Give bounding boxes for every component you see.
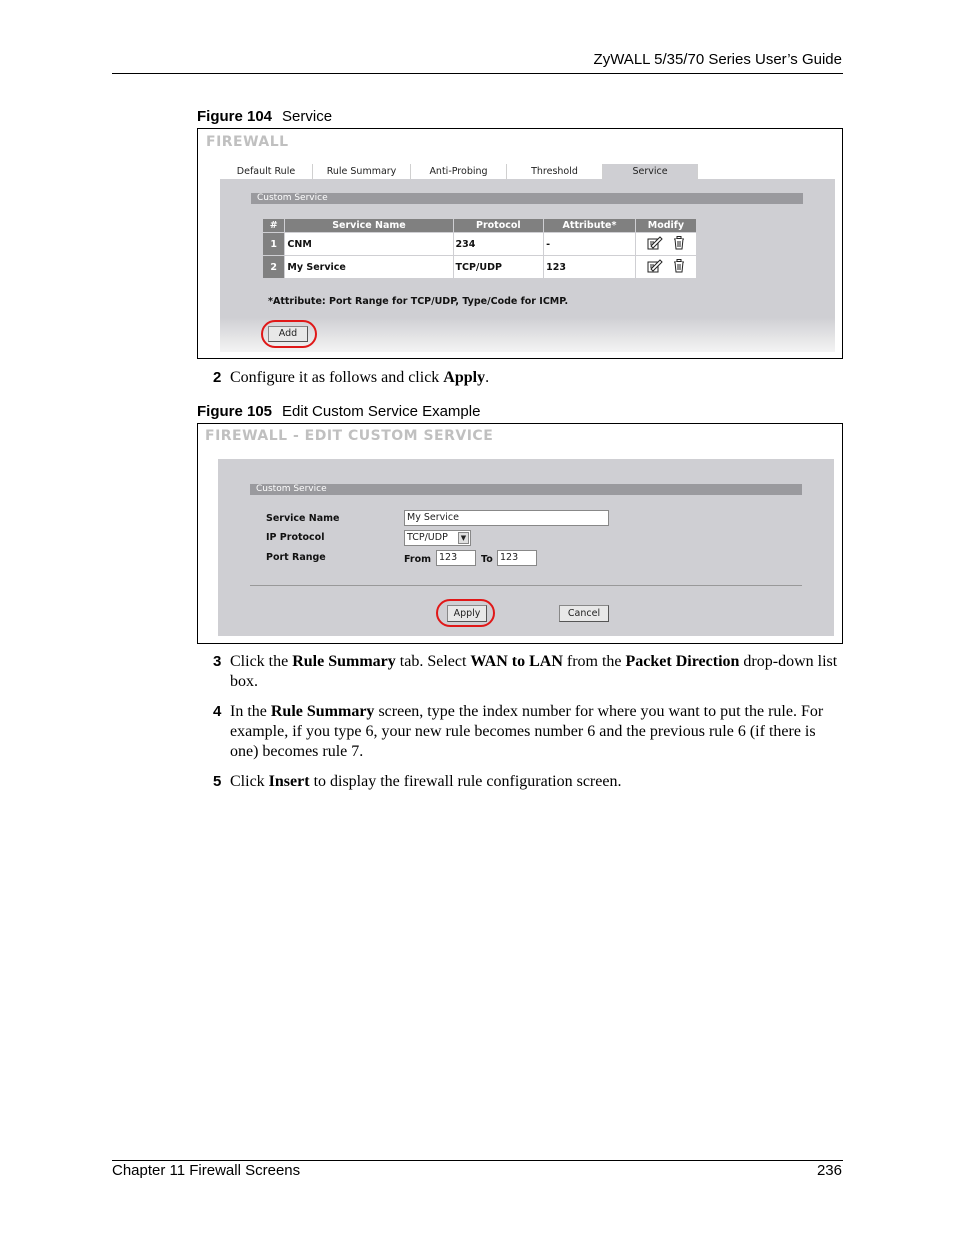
highlight-circle (261, 320, 317, 348)
figure-104-caption (197, 108, 332, 125)
tab-anti-probing[interactable]: Anti-Probing (411, 164, 507, 179)
footer-chapter: Chapter 11 Firewall Screens (112, 1162, 301, 1179)
edit-icon[interactable] (647, 236, 663, 253)
divider (250, 585, 802, 586)
highlight-circle (436, 599, 495, 627)
chevron-down-icon: ▼ (458, 532, 469, 544)
row-service-name: My Service (285, 256, 453, 279)
figure-105-screenshot (197, 423, 843, 644)
row-modify (635, 256, 696, 279)
step-text: In the Rule Summary screen, type the index number for where you want to put the rule. For example, if you type 6, your new rule becomes number 6 and the previous rule 6 (if there is one) becomes rule 7. (230, 703, 824, 760)
tab-default-rule[interactable]: Default Rule (220, 164, 313, 179)
figure-title: Service (282, 108, 333, 125)
apply-button[interactable]: Apply (447, 605, 487, 622)
table-row (263, 233, 697, 256)
ip-protocol-select[interactable]: TCP/UDP ▼ (404, 530, 471, 546)
col-header-num: # (263, 219, 285, 233)
to-label: To (481, 554, 493, 565)
step-number: 3 (213, 653, 222, 670)
add-button[interactable]: Add (268, 326, 308, 342)
figure-104-screenshot (197, 128, 843, 359)
from-label: From (404, 554, 431, 565)
col-header-protocol: Protocol (453, 219, 544, 233)
figure-105-caption (197, 403, 480, 420)
row-attribute: - (544, 233, 636, 256)
row-service-name: CNM (285, 233, 453, 256)
edit-icon[interactable] (647, 259, 663, 276)
section-header: Custom Service (251, 193, 803, 204)
step-number: 4 (213, 703, 222, 720)
row-number: 1 (263, 233, 285, 256)
row-protocol: 234 (453, 233, 544, 256)
table-row (263, 256, 697, 279)
col-header-attribute: Attribute* (544, 219, 636, 233)
port-to-input[interactable]: 123 (497, 550, 537, 566)
footer-rule (112, 1160, 843, 1161)
trash-icon[interactable] (673, 259, 685, 276)
step-3 (213, 652, 843, 692)
step-text: Click the Rule Summary tab. Select WAN to LAN from the Packet Direction drop-down list box. (230, 653, 838, 690)
step-number: 5 (213, 773, 222, 790)
figure-label: Figure 104 (197, 108, 273, 125)
step-5 (213, 772, 843, 792)
tab-service[interactable]: Service (603, 164, 698, 179)
header-rule (112, 73, 843, 74)
tab-threshold[interactable]: Threshold (507, 164, 603, 179)
step-4 (213, 702, 843, 762)
col-header-service-name: Service Name (285, 219, 453, 233)
row-protocol: TCP/UDP (453, 256, 544, 279)
tab-rule-summary[interactable]: Rule Summary (313, 164, 411, 179)
port-range-label: Port Range (266, 552, 326, 563)
trash-icon[interactable] (673, 236, 685, 253)
attribute-note: *Attribute: Port Range for TCP/UDP, Type/Code for ICMP. (268, 296, 569, 307)
col-header-modify: Modify (635, 219, 696, 233)
footer-page-number: 236 (816, 1162, 842, 1179)
table-header-row (263, 219, 697, 233)
step-number: 2 (213, 369, 222, 386)
row-attribute: 123 (544, 256, 636, 279)
service-name-input[interactable]: My Service (404, 510, 609, 526)
port-from-input[interactable]: 123 (436, 550, 476, 566)
row-modify (635, 233, 696, 256)
tab-bar (220, 164, 698, 179)
service-name-label: Service Name (266, 513, 340, 524)
step-2 (213, 368, 843, 388)
figure-title: Edit Custom Service Example (282, 403, 481, 420)
running-header: ZyWALL 5/35/70 Series User’s Guide (593, 51, 842, 68)
row-number: 2 (263, 256, 285, 279)
ip-protocol-label: IP Protocol (266, 532, 325, 543)
figure-label: Figure 105 (197, 403, 273, 420)
step-text: Click Insert to display the firewall rule configuration screen. (230, 773, 622, 790)
service-table (262, 218, 697, 279)
screen-title: FIREWALL - EDIT CUSTOM SERVICE (205, 428, 494, 444)
section-header: Custom Service (250, 484, 802, 495)
step-text: Configure it as follows and click Apply. (230, 369, 490, 386)
screen-title: FIREWALL (206, 134, 289, 150)
cancel-button[interactable]: Cancel (559, 605, 609, 622)
